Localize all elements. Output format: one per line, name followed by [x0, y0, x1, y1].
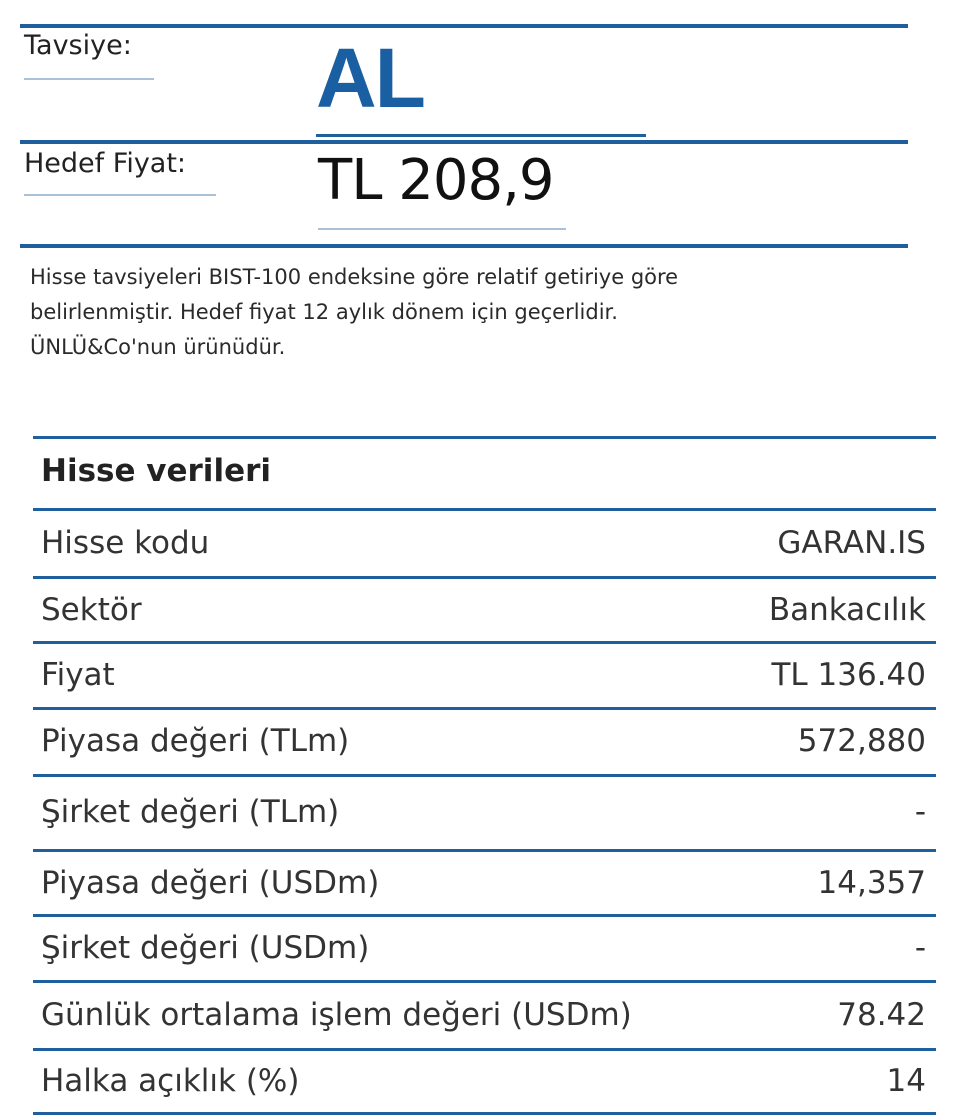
recommendation-label: Tavsiye: — [24, 30, 132, 61]
table-row — [33, 1051, 936, 1115]
table-row — [33, 983, 936, 1051]
row-value: 14 — [886, 1063, 926, 1099]
top-rule — [20, 24, 908, 28]
table-row — [33, 579, 936, 644]
row-label: Sektör — [41, 592, 142, 628]
row-value: 78.42 — [837, 997, 926, 1033]
table-row — [33, 777, 936, 852]
bottom-rule — [20, 244, 908, 248]
disclaimer-line: belirlenmiştir. Hedef fiyat 12 aylık dönem için geçerlidir. — [30, 300, 618, 324]
table-title: Hisse verileri — [41, 453, 272, 489]
row-value: - — [914, 794, 926, 830]
table-row — [33, 644, 936, 710]
row-label: Piyasa değeri (USDm) — [41, 865, 380, 901]
target-price-value-underline — [318, 228, 566, 230]
row-value: 572,880 — [797, 723, 926, 759]
row-label: Halka açıklık (%) — [41, 1063, 300, 1099]
row-value: Bankacılık — [768, 592, 926, 628]
table-row — [33, 710, 936, 777]
target-price-value: TL 208,9 — [318, 148, 554, 213]
middle-rule — [20, 140, 908, 144]
disclaimer-line: ÜNLÜ&Co'nun ürünüdür. — [30, 335, 286, 359]
row-label: Hisse kodu — [41, 525, 210, 561]
target-price-label: Hedef Fiyat: — [24, 148, 187, 179]
table-row — [33, 852, 936, 917]
recommendation-value: AL — [316, 31, 424, 125]
table-row — [33, 511, 936, 579]
row-label: Fiyat — [41, 657, 115, 693]
disclaimer-line: Hisse tavsiyeleri BIST-100 endeksine göre relatif getiriye göre — [30, 265, 679, 289]
row-value: - — [914, 930, 926, 966]
row-label: Piyasa değeri (TLm) — [41, 723, 350, 759]
row-label: Şirket değeri (USDm) — [41, 930, 370, 966]
row-value: 14,357 — [817, 865, 926, 901]
recommendation-value-underline — [316, 134, 646, 137]
target-price-label-underline — [24, 194, 216, 196]
row-label: Şirket değeri (TLm) — [41, 794, 340, 830]
row-value: GARAN.IS — [777, 525, 926, 561]
recommendation-label-underline — [24, 78, 154, 80]
row-label: Günlük ortalama işlem değeri (USDm) — [41, 997, 632, 1033]
table-header — [33, 439, 936, 511]
table-row — [33, 917, 936, 983]
disclaimer — [30, 260, 910, 365]
stock-data-table — [33, 436, 936, 1115]
row-value: TL 136.40 — [771, 657, 926, 693]
